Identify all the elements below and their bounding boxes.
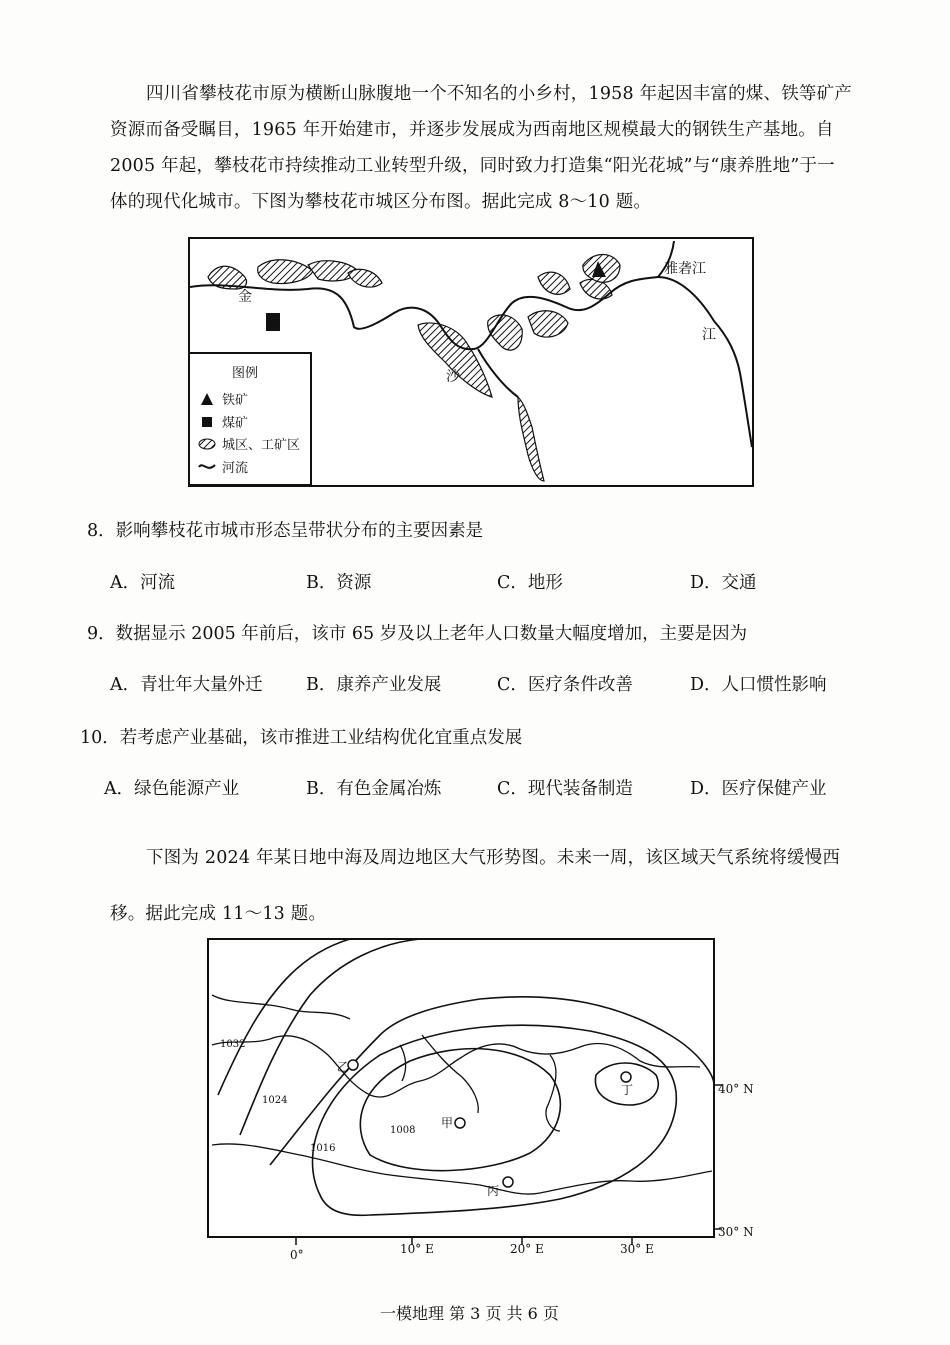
legend-coal-icon xyxy=(202,417,212,427)
isobar-label-1032: 1032 xyxy=(220,1039,246,1050)
legend-item: 城区、工矿区 xyxy=(222,438,301,453)
intro2-line: 移。据此完成 11～13 题。 xyxy=(110,904,327,924)
mediterranean-pressure-map xyxy=(200,935,760,1305)
isobar-label-1024: 1024 xyxy=(262,1095,288,1106)
legend-item: 河流 xyxy=(222,461,249,476)
label-sha: 沙 xyxy=(446,369,460,385)
legend-title: 图例 xyxy=(232,366,259,381)
legend-item: 煤矿 xyxy=(222,416,249,431)
label-jiang: 江 xyxy=(702,327,716,343)
question-10-option-a[interactable]: A．绿色能源产业 xyxy=(104,779,240,799)
question-8-option-c[interactable]: C．地形 xyxy=(497,573,563,593)
map1-legend xyxy=(189,353,311,485)
lon-label-0: 0° xyxy=(290,1248,304,1262)
question-8-option-d[interactable]: D．交通 xyxy=(690,573,757,593)
isobar-label-1008: 1008 xyxy=(390,1125,416,1136)
isobar-label-1016: 1016 xyxy=(310,1143,336,1154)
question-9-option-d[interactable]: D．人口惯性影响 xyxy=(690,675,827,695)
point-ding-label: 丁 xyxy=(621,1083,634,1097)
question-9-option-c[interactable]: C．医疗条件改善 xyxy=(497,675,633,695)
question-9-option-a[interactable]: A．青壮年大量外迁 xyxy=(110,675,263,695)
intro-paragraph-2 xyxy=(110,830,910,942)
lon-label-10e: 10° E xyxy=(400,1242,434,1256)
question-10-option-b[interactable]: B．有色金属冶炼 xyxy=(306,779,442,799)
question-9-option-b[interactable]: B．康养产业发展 xyxy=(306,675,442,695)
lon-label-30e: 30° E xyxy=(620,1242,654,1256)
coal-mine-marker xyxy=(266,313,280,331)
point-ding-marker xyxy=(621,1072,631,1082)
question-9-stem: 9．数据显示 2005 年前后，该市 65 岁及以上老年人口数量大幅度增加，主要是因为 xyxy=(87,624,748,644)
question-8-option-b[interactable]: B．资源 xyxy=(306,573,372,593)
question-10-option-d[interactable]: D．医疗保健产业 xyxy=(690,779,827,799)
point-bing-marker xyxy=(503,1177,513,1187)
question-8-stem: 8．影响攀枝花市城市形态呈带状分布的主要因素是 xyxy=(87,521,484,541)
lon-label-20e: 20° E xyxy=(510,1242,544,1256)
question-10-option-c[interactable]: C．现代装备制造 xyxy=(497,779,633,799)
question-8-option-a[interactable]: A．河流 xyxy=(110,573,176,593)
label-jin: 金 xyxy=(238,289,252,305)
label-yalong-river: 雅砻江 xyxy=(664,261,706,277)
point-jia-label: 甲 xyxy=(441,1116,454,1130)
question-10-stem: 10．若考虑产业基础，该市推进工业结构优化宜重点发展 xyxy=(80,728,523,748)
intro2-line: 下图为 2024 年某日地中海及周边地区大气形势图。未来一周，该区域天气系统将缓慢西 xyxy=(146,848,841,868)
legend-item: 铁矿 xyxy=(222,393,249,408)
intro1-line: 资源而备受瞩目，1965 年开始建市，并逐步发展成为西南地区规模最大的钢铁生产基地。自 xyxy=(110,120,834,140)
point-yi-marker xyxy=(348,1060,358,1070)
intro1-line: 2005 年起，攀枝花市持续推动工业转型升级，同时致力打造集“阳光花城”与“康养胜地”于一 xyxy=(110,156,835,176)
point-jia-marker xyxy=(455,1118,465,1128)
legend-urban-icon xyxy=(199,439,215,449)
point-bing-label: 丙 xyxy=(487,1184,500,1198)
intro1-line: 体的现代化城市。下图为攀枝花市城区分布图。据此完成 8～10 题。 xyxy=(110,192,652,212)
page-footer: 一模地理 第 3 页 共 6 页 xyxy=(380,1304,559,1323)
lat-label-30n: 30° N xyxy=(718,1225,754,1239)
point-yi-label: 乙 xyxy=(337,1060,350,1074)
intro-paragraph-1 xyxy=(110,76,910,220)
intro1-line: 四川省攀枝花市原为横断山脉腹地一个不知名的小乡村，1958 年起因丰富的煤、铁等矿产 xyxy=(146,84,852,104)
panzhihua-city-map xyxy=(188,237,754,487)
lat-label-40n: 40° N xyxy=(718,1082,754,1096)
